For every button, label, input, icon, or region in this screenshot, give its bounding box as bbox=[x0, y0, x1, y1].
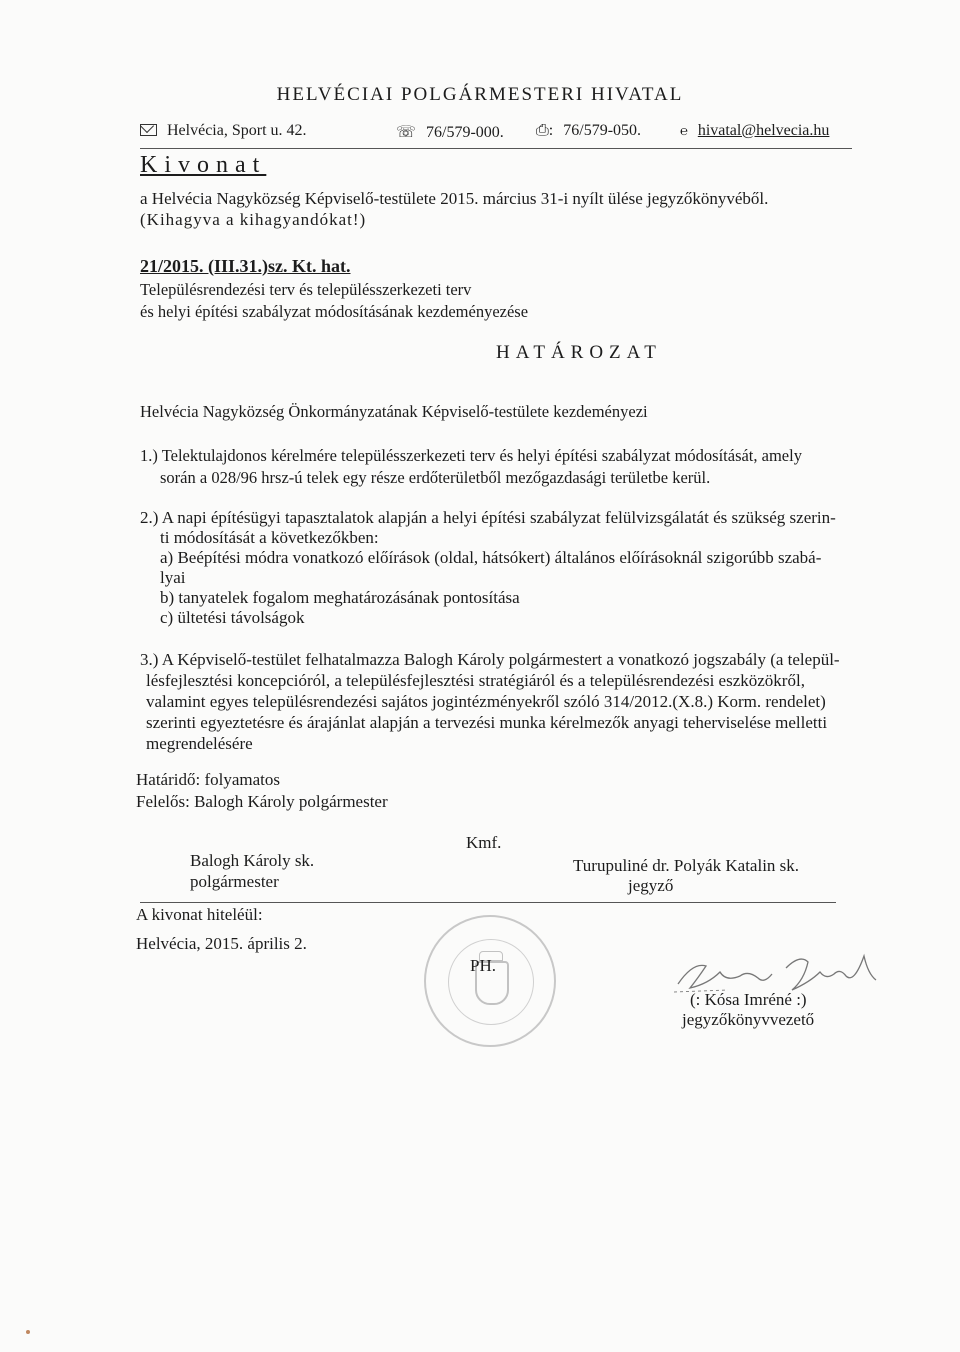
fax-icon: ⎙: bbox=[536, 122, 554, 139]
hatarozat-title: HATÁROZAT bbox=[496, 342, 662, 363]
kmf: Kmf. bbox=[466, 833, 502, 852]
fax bbox=[536, 122, 641, 140]
phone bbox=[396, 122, 504, 142]
official-seal bbox=[424, 915, 556, 1047]
intro-line-1: a Helvécia Nagyközség Képviselő-testülete 2015. március 31-i nyílt ülése jegyzőkönyvéből. bbox=[140, 189, 769, 208]
scan-speck bbox=[26, 1330, 30, 1334]
fax-text: 76/579-050. bbox=[563, 122, 642, 139]
deadline: Határidő: folyamatos bbox=[136, 770, 280, 789]
item-3-line-2: lésfejlesztési koncepcióról, a településfejlesztési stratégiáról és a településrendezési eszközökről, bbox=[146, 671, 805, 690]
recorder-title: jegyzőkönyvvezető bbox=[682, 1010, 815, 1029]
email-link[interactable]: hivatal@helvecia.hu bbox=[697, 122, 830, 139]
item-1-line-1: 1.) Telektulajdonos kérelmére településszerkezeti terv és helyi építési szabályzat módosítását, amely bbox=[140, 446, 802, 465]
subject-line-2: és helyi építési szabályzat módosításának kezdeményezése bbox=[140, 302, 529, 321]
item-3-line-4: szerinti egyeztetésre és árajánlat alapján a tervezési munka kérelmezők anyagi teherviselése melletti bbox=[146, 713, 828, 732]
item-1-line-2: során a 028/96 hrsz-ú telek egy része erdőterületből mezőgazdasági területbe kerül. bbox=[160, 468, 711, 487]
item-2-a-line-1: a) Beépítési módra vonatkozó előírások (oldal, hátsókert) általános előírásoknál szigorúbb szabá- bbox=[160, 548, 822, 567]
phone-text: 76/579-000. bbox=[426, 124, 504, 141]
envelope-icon bbox=[140, 124, 157, 136]
item-3-line-5: megrendelésére bbox=[146, 734, 253, 753]
signer-right-title: jegyző bbox=[628, 876, 674, 895]
place-date: Helvécia, 2015. április 2. bbox=[136, 934, 307, 953]
item-2-c: c) ültetési távolságok bbox=[160, 608, 305, 627]
responsible: Felelős: Balogh Károly polgármester bbox=[136, 792, 388, 811]
item-2-b: b) tanyatelek fogalom meghatározásának pontosítása bbox=[160, 588, 520, 607]
item-2-line-2: ti módosítását a következőkben: bbox=[160, 528, 379, 547]
contact-line bbox=[140, 120, 852, 149]
address bbox=[140, 122, 307, 140]
signer-left-name: Balogh Károly sk. bbox=[190, 851, 315, 870]
item-2-line-1: 2.) A napi építésügyi tapasztalatok alapján a helyi építési szabályzat felülvizsgálatát és szükség szerin- bbox=[140, 508, 836, 527]
signer-right-name: Turupuliné dr. Polyák Katalin sk. bbox=[573, 856, 800, 875]
signature-divider bbox=[140, 902, 836, 903]
ph-label: PH. bbox=[470, 956, 496, 975]
phone-icon: ☏ bbox=[396, 124, 417, 141]
kivonat-title: Kivonat bbox=[140, 152, 267, 178]
item-3-line-1: 3.) A Képviselő-testület felhatalmazza Balogh Károly polgármestert a vonatkozó jogszabály (a települ- bbox=[140, 650, 840, 669]
item-3-line-3: valamint egyes településrendezési sajátos jogintézményekről szóló 314/2012.(X.8.) Korm. rendelet) bbox=[146, 692, 826, 711]
intro-line-2: (Kihagyva a kihagyandókat!) bbox=[140, 210, 367, 229]
subject-line-1: Településrendezési terv és településszerkezeti terv bbox=[140, 280, 472, 299]
decision-number: 21/2015. (III.31.)sz. Kt. hat. bbox=[140, 256, 351, 276]
initiator: Helvécia Nagyközség Önkormányzatának Képviselő-testülete kezdeményezi bbox=[140, 402, 648, 421]
recorder-name: (: Kósa Imréné :) bbox=[690, 990, 807, 1009]
letterhead: HELVÉCIAI POLGÁRMESTERI HIVATAL bbox=[276, 84, 684, 105]
signer-left-title: polgármester bbox=[190, 872, 279, 891]
email bbox=[680, 122, 829, 140]
item-2-a-line-2: lyai bbox=[160, 568, 186, 587]
address-text: Helvécia, Sport u. 42. bbox=[167, 122, 307, 139]
email-icon: ℮ bbox=[680, 123, 688, 138]
certified-label: A kivonat hiteléül: bbox=[136, 905, 263, 924]
